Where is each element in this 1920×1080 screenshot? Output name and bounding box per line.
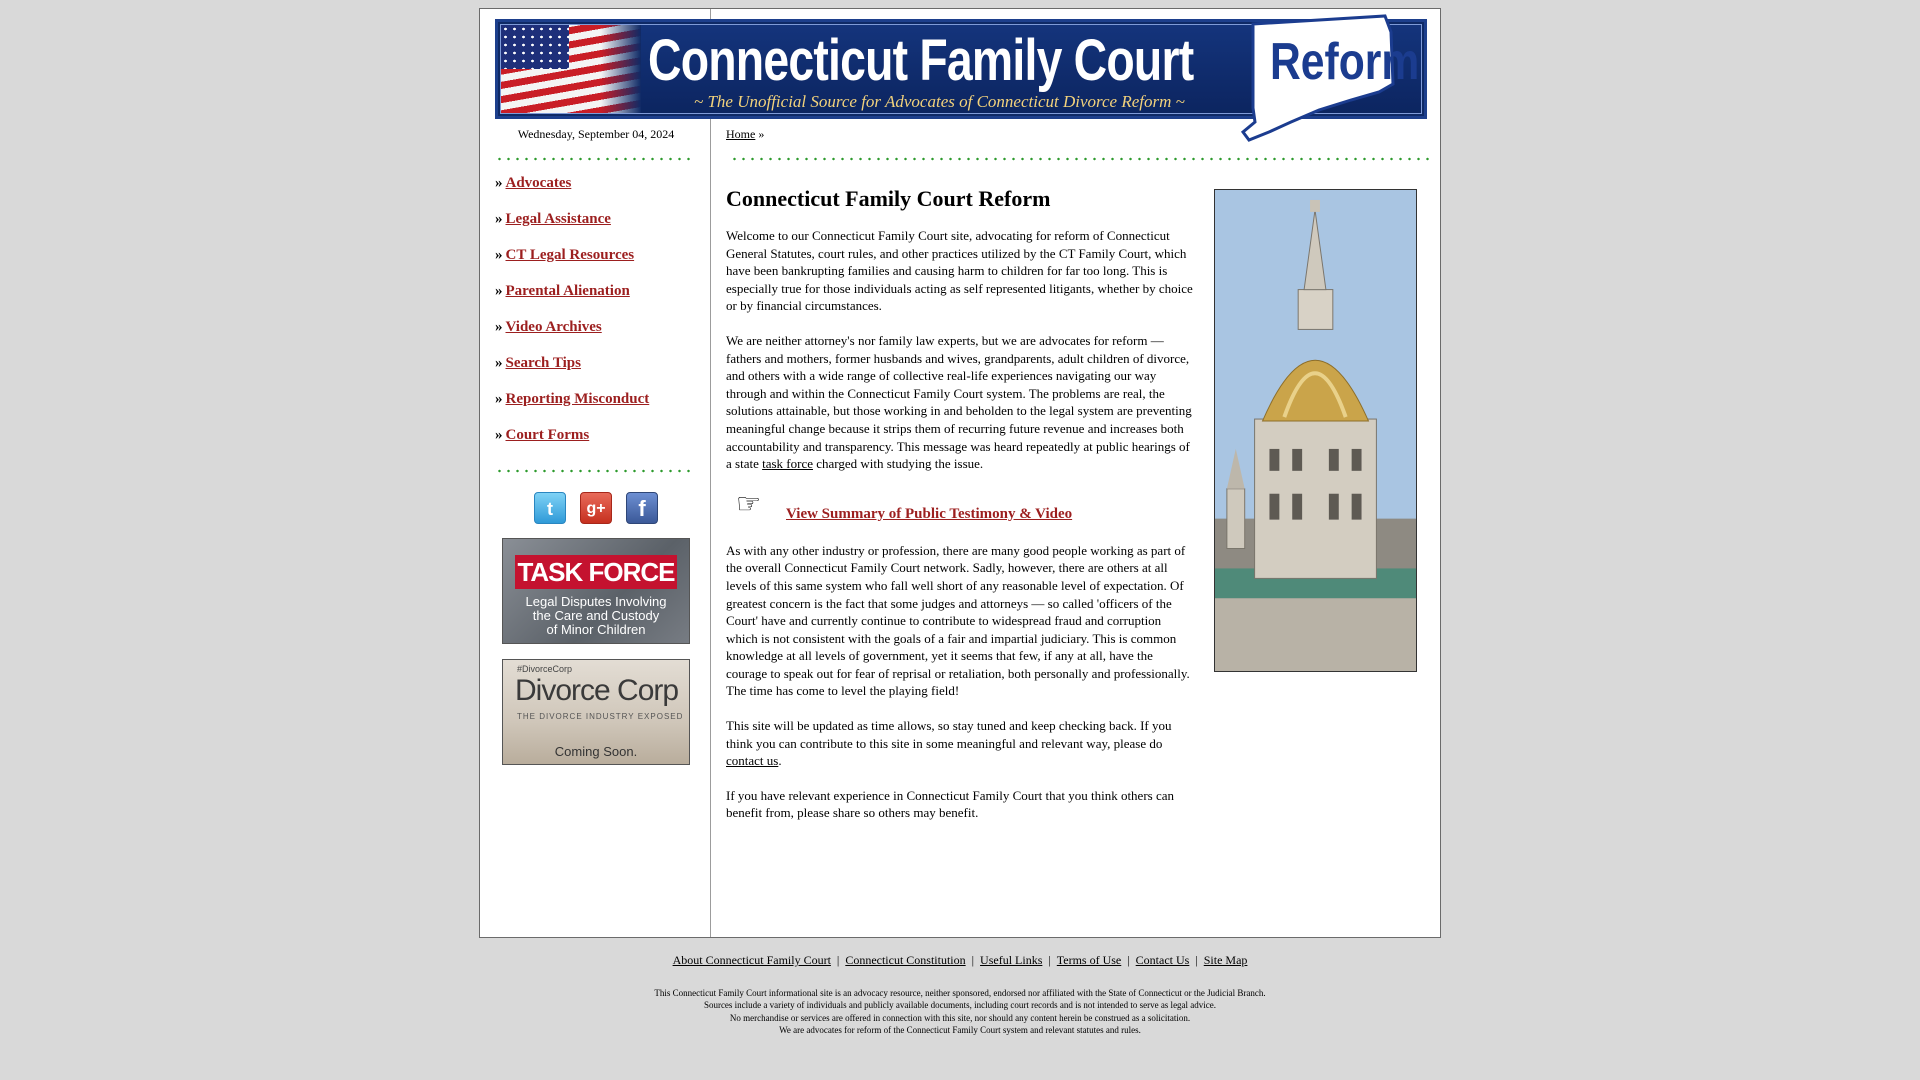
site-banner[interactable] bbox=[495, 19, 1427, 119]
page-title: Connecticut Family Court Reform bbox=[726, 186, 1051, 211]
disclaimer-line: No merchandise or services are offered in connection with this site, nor should any content herein be construed as a solicitation. bbox=[729, 1012, 1191, 1023]
nav-bullet: » bbox=[495, 427, 503, 443]
sidebar-item-legal-assistance bbox=[495, 211, 649, 247]
task-force-banner-ad[interactable] bbox=[502, 538, 690, 644]
footer-link-constitution[interactable]: Connecticut Constitution bbox=[845, 953, 966, 967]
breadcrumb-separator: » bbox=[758, 127, 765, 141]
footer-link-site-map[interactable]: Site Map bbox=[1203, 953, 1248, 967]
footer-link-terms[interactable]: Terms of Use bbox=[1056, 953, 1122, 967]
footer-separator: | bbox=[971, 953, 975, 967]
footer-link-useful-links[interactable]: Useful Links bbox=[980, 953, 1043, 967]
nav-bullet: » bbox=[495, 211, 503, 227]
disclaimer-line: This Connecticut Family Court informational site is an advocacy resource, neither sponsored, endorsed nor affiliated with the State of Connecticut or the Judicial Branch. bbox=[654, 988, 1266, 998]
main-content bbox=[726, 185, 1194, 839]
testimony-video-link[interactable]: View Summary of Public Testimony & Video bbox=[786, 505, 1073, 522]
nav-bullet: » bbox=[495, 355, 503, 371]
footer-disclaimer bbox=[0, 987, 1920, 1036]
task-force-heading: TASK FORCE bbox=[515, 555, 677, 589]
task-force-subtitle bbox=[503, 595, 689, 637]
advocates-paragraph bbox=[726, 332, 1194, 473]
sidebar-item-parental-alienation bbox=[495, 283, 649, 319]
nav-link-advocates[interactable]: Advocates bbox=[505, 175, 572, 191]
task-force-line: of Minor Children bbox=[546, 622, 646, 637]
nav-bullet: » bbox=[495, 319, 503, 335]
advocates-text: We are neither attorney's nor family law experts, but we are advocates for reform — fathers and mothers, former husbands and wives, grandparents, adult children of divorce, and others with a wide range of collective real-life experiences navigating our way through and within the Connecticut Family Court system. The problems are real, the solutions attainable, but those working in and beholden to the legal system are preventing meaningful change because it strips them of recurring future revenue and increases both accountability and transparency. This message was heard repeatedly at public hearings of a state bbox=[726, 332, 1192, 472]
concerns-paragraph: As with any other industry or profession, there are many good people working as part of the overall Connecticut Family Court network. Sadly, however, there are others at all levels of this same system who fall well short of any reasonable level of expectation. Of greatest concern is the fact that some judges and attorneys — so called 'officers of the Court' have and currently continue to contribute to widespread fraud and corruption which is not consistent with the goals of a fair and impartial judiciary. This is common knowledge at all levels of government, yet it seems that few, if any at all, have the courage to speak out for fear of reprisal or retaliation, both personally and professionally. The time has come to level the playing field! bbox=[726, 542, 1190, 699]
disclaimer-line: We are advocates for reform of the Connecticut Family Court system and relevant statutes and rules. bbox=[779, 1024, 1141, 1035]
updates-paragraph bbox=[726, 717, 1194, 770]
advocates-text-end: charged with studying the issue. bbox=[812, 456, 984, 472]
banner-reform-word: Reform bbox=[1270, 33, 1420, 91]
disclaimer-line: Sources include a variety of individuals and publicly available documents, including court records and is not intended to serve as legal advice. bbox=[703, 1000, 1217, 1011]
flag-canton bbox=[501, 25, 569, 69]
nav-link-ct-legal-resources[interactable]: CT Legal Resources bbox=[505, 247, 635, 263]
footer-separator: | bbox=[1195, 953, 1198, 967]
sidebar-nav bbox=[495, 175, 649, 463]
footer-separator: | bbox=[1048, 953, 1051, 967]
footer-link-contact[interactable]: Contact Us bbox=[1135, 953, 1190, 967]
share-paragraph: If you have relevant experience in Connecticut Family Court that you think others can benefit from, please share so others may benefit. bbox=[726, 787, 1175, 821]
nav-link-court-forms[interactable]: Court Forms bbox=[505, 427, 590, 443]
divorce-corp-hashtag: #DivorceCorp bbox=[517, 664, 573, 674]
nav-link-legal-assistance[interactable]: Legal Assistance bbox=[505, 211, 611, 227]
updates-text: This site will be updated as time allows, so stay tuned and keep checking back. If you think you can contribute to this site in some meaningful and relevant way, please do bbox=[726, 718, 1172, 751]
twitter-icon[interactable]: t bbox=[534, 492, 566, 524]
dotted-divider bbox=[495, 469, 693, 473]
nav-bullet: » bbox=[495, 283, 503, 299]
nav-bullet: » bbox=[495, 391, 503, 407]
sidebar-item-advocates bbox=[495, 175, 649, 211]
sidebar-item-reporting-misconduct bbox=[495, 391, 649, 427]
nav-link-video-archives[interactable]: Video Archives bbox=[505, 319, 602, 335]
pointing-hand-icon: ☞ bbox=[736, 488, 762, 520]
column-divider bbox=[710, 9, 711, 937]
breadcrumb bbox=[726, 127, 764, 142]
breadcrumb-home-link[interactable]: Home bbox=[726, 127, 756, 141]
nav-bullet: » bbox=[495, 175, 503, 191]
google-plus-icon[interactable]: g+ bbox=[580, 492, 612, 524]
intro-paragraph: Welcome to our Connecticut Family Court site, advocating for reform of Connecticut General Statutes, court rules, and other practices utilized by the CT Family Court, which have been bankrupting families and causing harm to children for far too long. This is especially true for those individuals acting as self represented litigants, whether by choice or by financial circumstances. bbox=[726, 228, 1193, 314]
sidebar-item-video-archives bbox=[495, 319, 649, 355]
state-capitol-dome-image bbox=[1214, 189, 1417, 672]
divorce-corp-banner-ad[interactable] bbox=[502, 659, 690, 765]
us-flag-image bbox=[501, 25, 641, 113]
contact-us-link[interactable]: contact us bbox=[726, 753, 779, 769]
facebook-icon[interactable]: f bbox=[626, 492, 658, 524]
footer-separator: | bbox=[836, 953, 840, 967]
task-force-line: the Care and Custody bbox=[532, 608, 660, 623]
banner-tagline: ~ The Unofficial Source for Advocates of Connecticut Divorce Reform ~ bbox=[694, 92, 1185, 111]
task-force-line: Legal Disputes Involving bbox=[525, 594, 667, 609]
divorce-corp-heading: Divorce Corp bbox=[515, 674, 679, 707]
footer-nav bbox=[0, 953, 1920, 968]
footer-link-about[interactable]: About Connecticut Family Court bbox=[672, 953, 831, 967]
nav-bullet: » bbox=[495, 247, 503, 263]
nav-link-parental-alienation[interactable]: Parental Alienation bbox=[505, 283, 630, 299]
banner-title: Connecticut Family Court bbox=[648, 28, 1194, 93]
current-date: Wednesday, September 04, 2024 bbox=[517, 127, 675, 141]
dotted-divider bbox=[495, 157, 693, 161]
sidebar-item-court-forms bbox=[495, 427, 649, 463]
flag-fade bbox=[601, 25, 641, 113]
nav-link-search-tips[interactable]: Search Tips bbox=[505, 355, 581, 371]
divorce-corp-coming-soon: Coming Soon. bbox=[554, 744, 638, 759]
nav-link-reporting-misconduct[interactable]: Reporting Misconduct bbox=[505, 391, 650, 407]
divorce-corp-subtitle: THE DIVORCE INDUSTRY EXPOSED bbox=[517, 712, 684, 721]
dotted-divider bbox=[730, 157, 1430, 161]
page-container bbox=[479, 8, 1441, 938]
updates-text-end: . bbox=[778, 753, 782, 769]
testimony-callout bbox=[726, 490, 1194, 536]
task-force-link[interactable]: task force bbox=[762, 456, 813, 472]
sidebar-item-search-tips bbox=[495, 355, 649, 391]
footer-separator: | bbox=[1127, 953, 1130, 967]
sidebar-item-ct-legal-resources bbox=[495, 247, 649, 283]
